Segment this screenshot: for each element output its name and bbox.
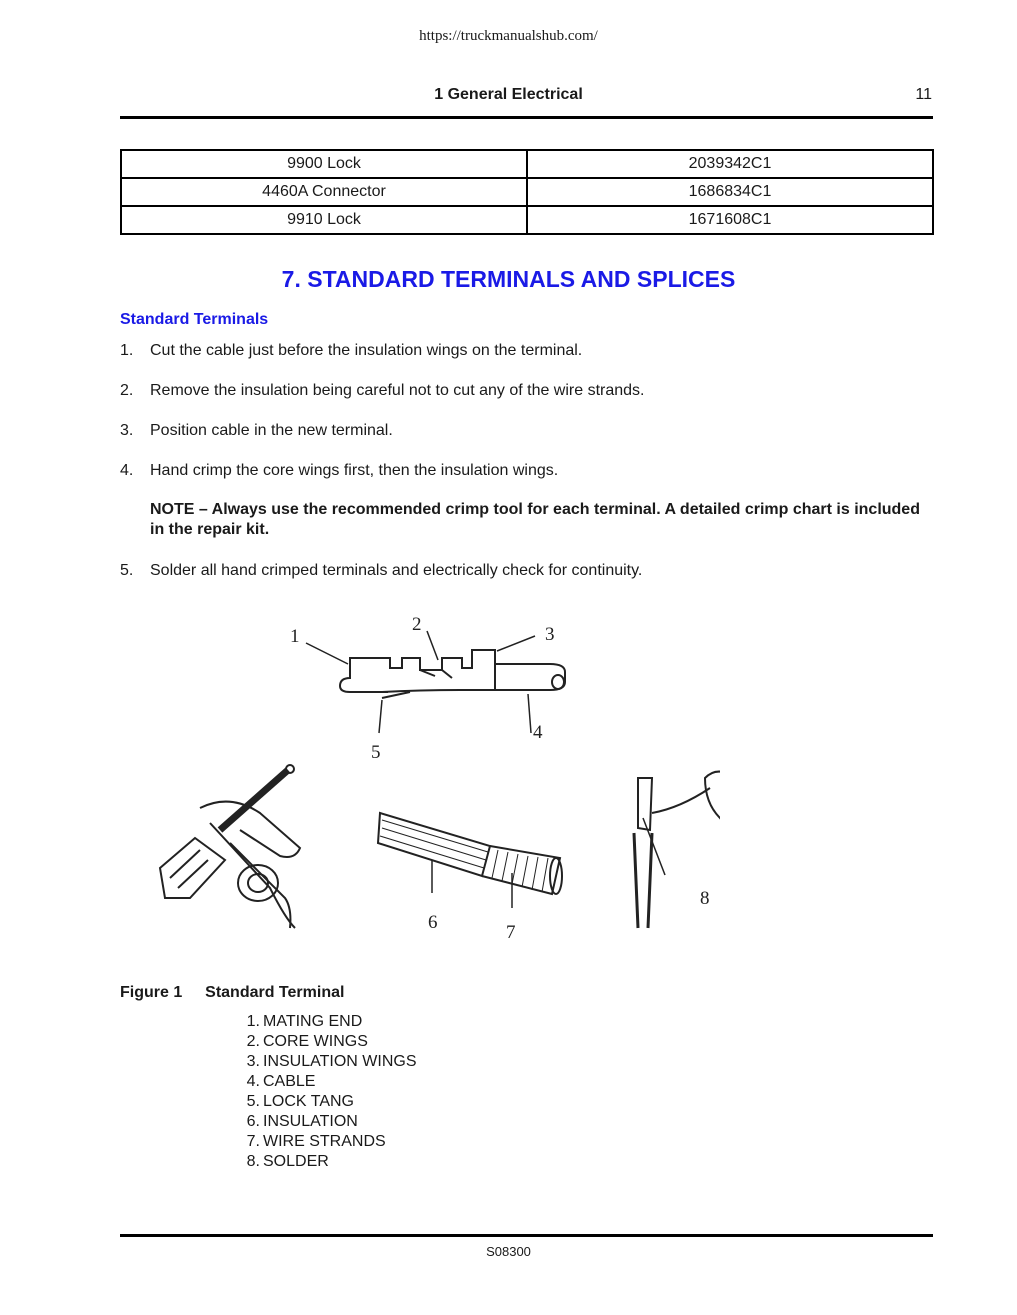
legend-text: LOCK TANG xyxy=(263,1093,354,1110)
legend-number: 1. xyxy=(246,1013,260,1030)
legend-number: 4. xyxy=(246,1073,260,1090)
legend-number: 3. xyxy=(246,1053,260,1070)
legend-number: 5. xyxy=(246,1093,260,1110)
step-text: Hand crimp the core wings first, then the insulation wings. xyxy=(150,462,559,479)
table-row xyxy=(121,206,933,234)
step-number: 3. xyxy=(120,422,134,439)
document-code: S08300 xyxy=(486,1244,531,1259)
terminal-drawing xyxy=(340,650,565,698)
note: NOTE – Always use the recommended crimp tool for each terminal. A detailed crimp chart is included in the repair kit. xyxy=(150,501,920,538)
callout-3: 3 xyxy=(545,624,555,645)
legend-text: INSULATION WINGS xyxy=(263,1053,417,1070)
part-name-cell: 4460A Connector xyxy=(121,178,527,206)
legend-text: CORE WINGS xyxy=(263,1033,368,1050)
step-number: 5. xyxy=(120,562,134,579)
legend-text: CABLE xyxy=(263,1073,316,1090)
cable-drawing xyxy=(378,813,562,894)
step-text: Position cable in the new terminal. xyxy=(150,422,393,439)
callout-7: 7 xyxy=(506,922,516,943)
table-row xyxy=(121,178,933,206)
crimp-tool-drawing xyxy=(160,765,300,928)
terminal-figure xyxy=(120,598,720,970)
table-row xyxy=(121,150,933,178)
legend-number: 2. xyxy=(246,1033,260,1050)
callout-1: 1 xyxy=(290,626,300,647)
callout-4: 4 xyxy=(533,722,543,743)
section-title: 1 General Electrical xyxy=(434,86,583,103)
step-number: 1. xyxy=(120,342,134,359)
step-number: 2. xyxy=(120,382,134,399)
footer-rule xyxy=(120,1234,933,1237)
source-url[interactable]: https://truckmanualshub.com/ xyxy=(419,28,598,44)
step-text: Remove the insulation being careful not to cut any of the wire strands. xyxy=(150,382,645,399)
callout-2: 2 xyxy=(412,614,422,635)
figure-caption xyxy=(120,984,344,1002)
legend-text: INSULATION xyxy=(263,1113,358,1130)
step-text: Solder all hand crimped terminals and electrically check for continuity. xyxy=(150,562,643,579)
callout-5: 5 xyxy=(371,742,381,763)
part-number-cell: 2039342C1 xyxy=(527,150,933,178)
figure-caption-title: Standard Terminal xyxy=(205,984,345,1001)
legend-text: WIRE STRANDS xyxy=(263,1133,386,1150)
subsection-heading: Standard Terminals xyxy=(120,311,269,328)
part-number-cell: 1686834C1 xyxy=(527,178,933,206)
part-name-cell: 9900 Lock xyxy=(121,150,527,178)
part-number-cell: 1671608C1 xyxy=(527,206,933,234)
legend-number: 6. xyxy=(246,1113,260,1130)
legend-number: 8. xyxy=(246,1153,260,1170)
parts-table xyxy=(120,149,934,235)
callout-6: 6 xyxy=(428,912,438,933)
step-text: Cut the cable just before the insulation wings on the terminal. xyxy=(150,342,583,359)
step-number: 4. xyxy=(120,462,134,479)
callout-8: 8 xyxy=(700,888,710,909)
legend-number: 7. xyxy=(246,1133,260,1150)
figure-caption-label: Figure 1 xyxy=(120,984,183,1001)
legend-text: MATING END xyxy=(263,1013,363,1030)
legend-text: SOLDER xyxy=(263,1153,329,1170)
section-heading: 7. STANDARD TERMINALS AND SPLICES xyxy=(281,266,736,292)
page-number: 11 xyxy=(915,86,932,103)
header-rule xyxy=(120,116,933,119)
part-name-cell: 9910 Lock xyxy=(121,206,527,234)
